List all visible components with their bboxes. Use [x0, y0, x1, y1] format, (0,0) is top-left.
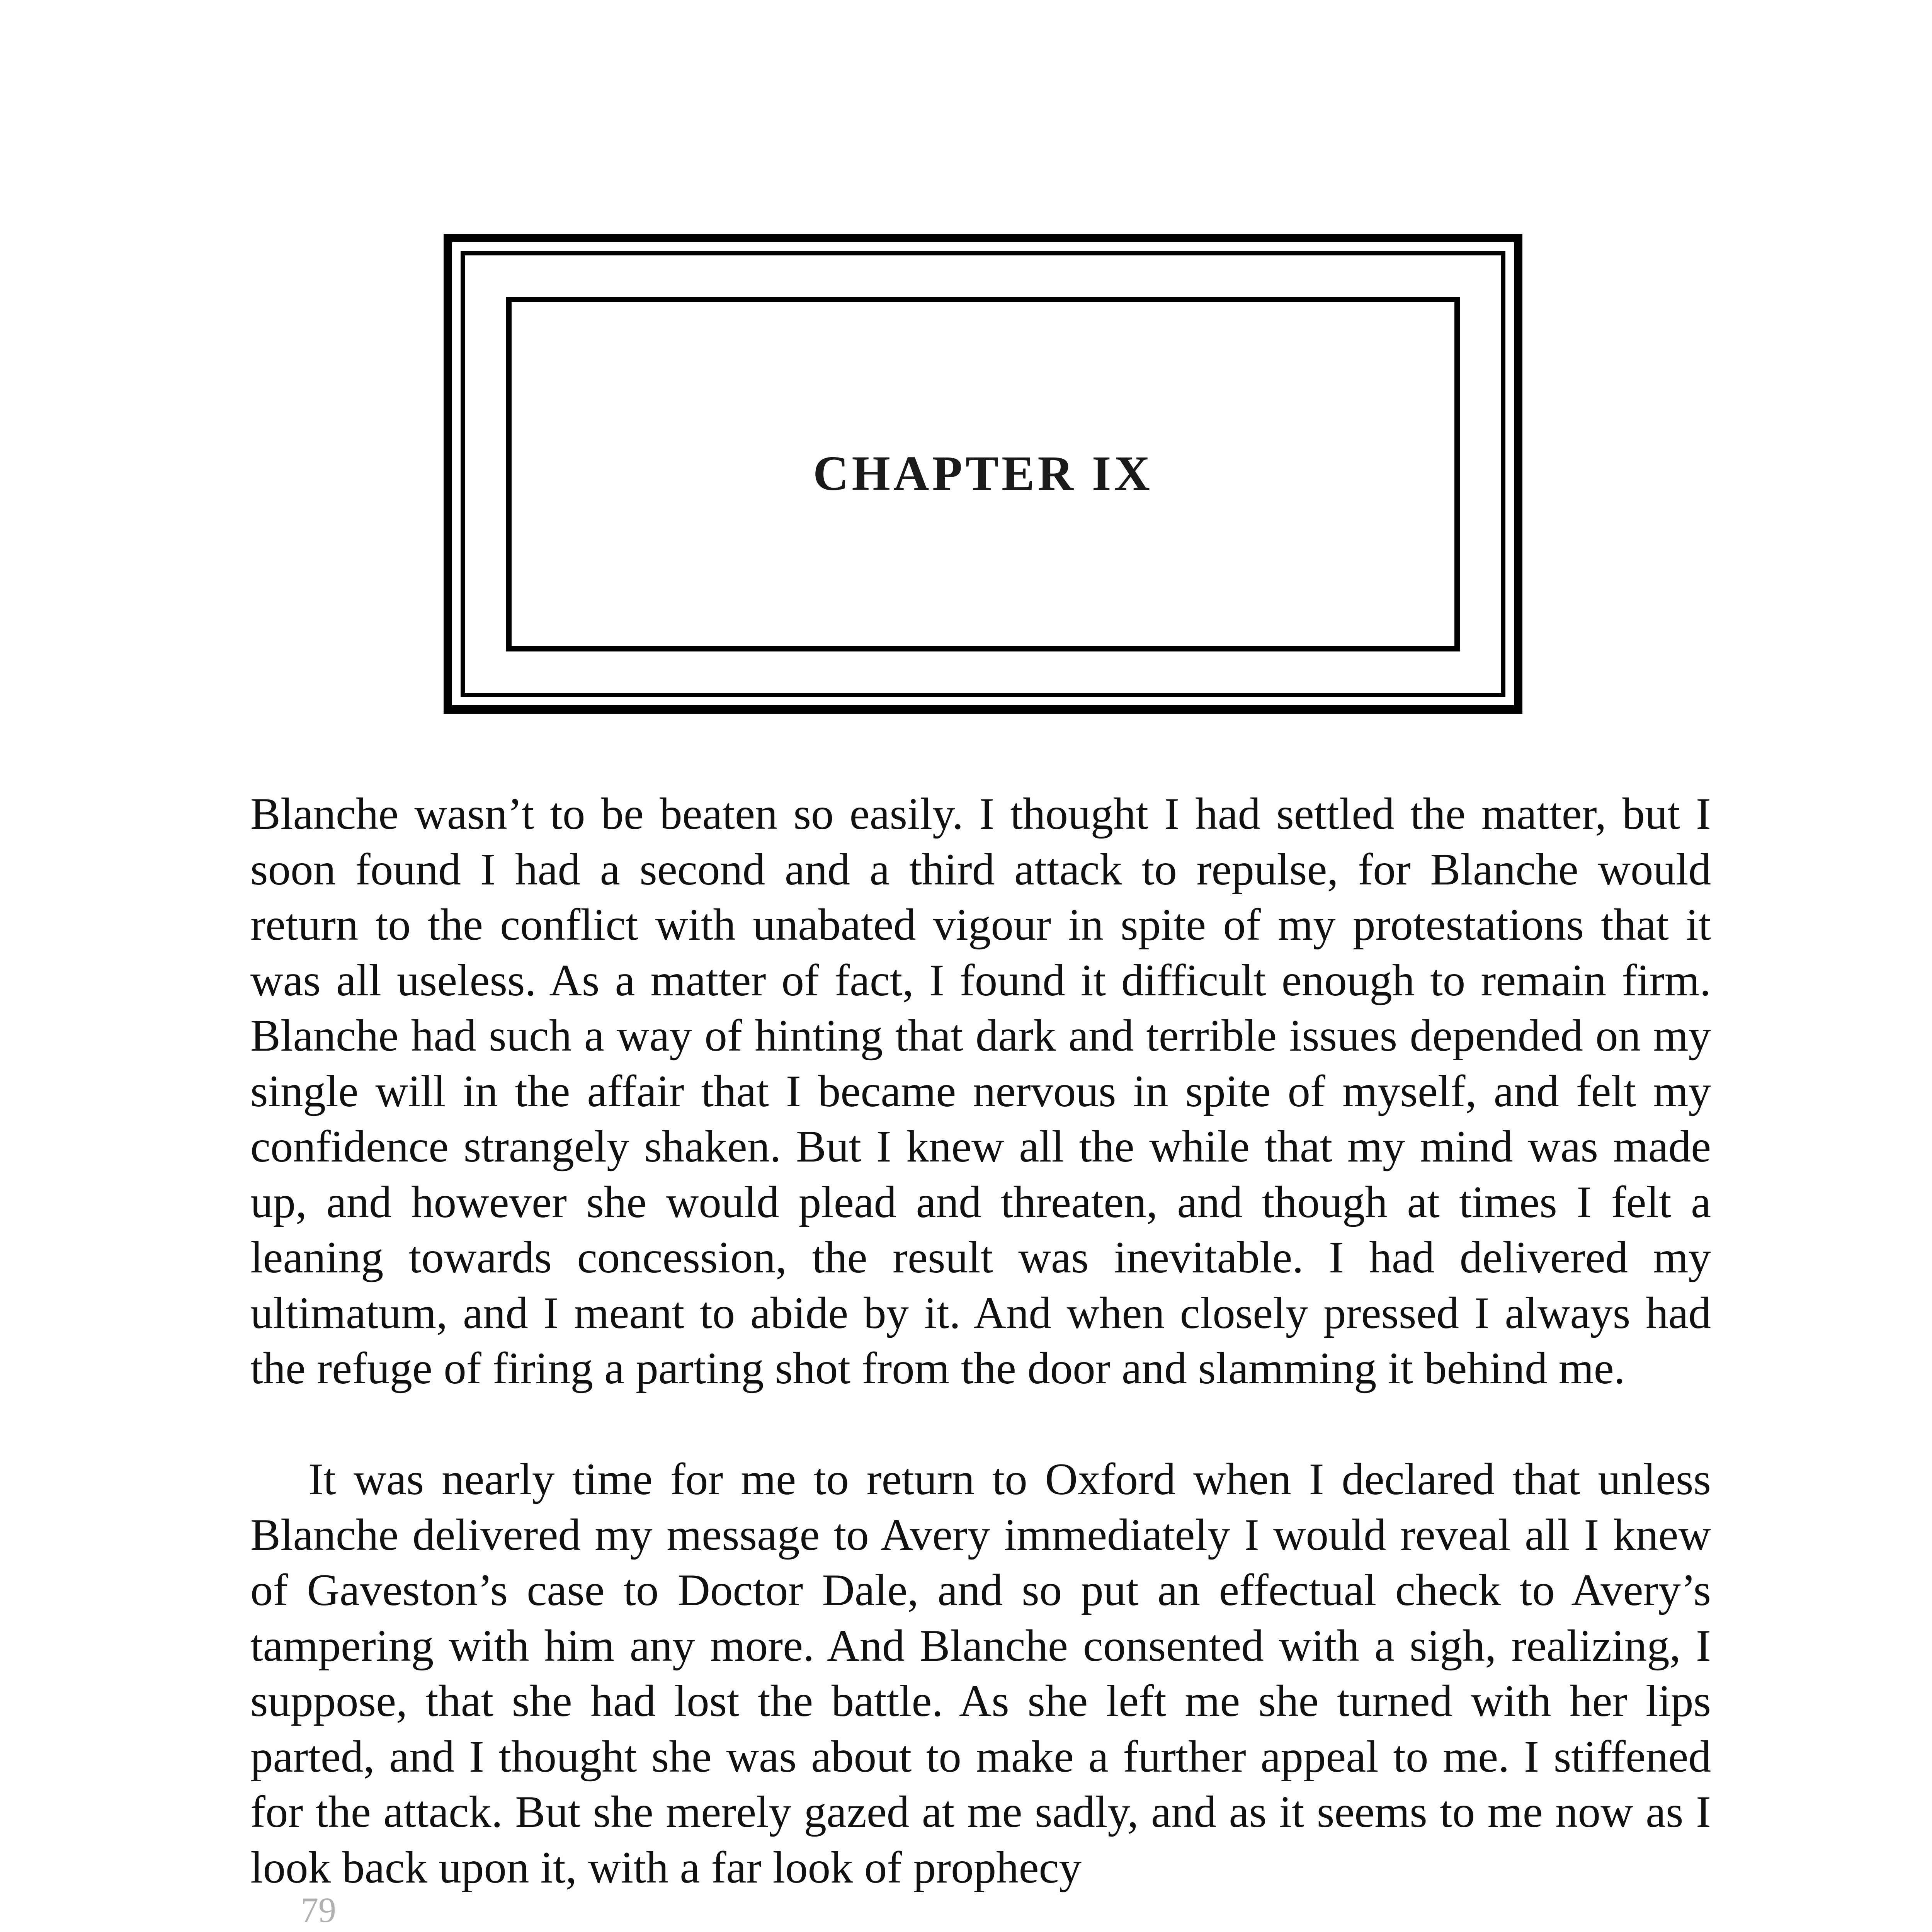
paragraph-text: It was nearly time for me to return to Oxford when I declared that unless Blanche delivered my message to Avery immediately I would reveal all I knew of Gaveston’s case to Doctor Dale, and so put an effectual check to Avery’s tampering with him any more. And Blanche consented with a sigh, realizing, I suppose, that she had lost the battle. As she left me she turned with her lips parted, and I thought she was about to make a further appeal to me. I stiffened for the attack. But she merely gazed at me sadly, and as it seems to me now as I look back upon it, with a far look of prophecy [250, 1454, 1711, 1893]
paragraph-2 [250, 1452, 1711, 1895]
paragraph-1 [250, 786, 1711, 1396]
paragraph-text: Blanche wasn’t to be beaten so easily. I thought I had settled the matter, but I soon found I had a second and a third attack to repulse, for Blanche would return to the conflict with unabated vigour in spite of my protestations that it was all useless. As a matter of fact, I found it difficult enough to remain firm. Blanche had such a way of hinting that dark and terrible issues depended on my single will in the affair that I became nervous in spite of myself, and felt my confidence strangely shaken. But I knew all the while that my mind was made up, and however she would plead and threaten, and though at times I felt a leaning towards concession, the result was inevitable. I had delivered my ultimatum, and I meant to abide by it. And when closely pressed I always had the refuge of firing a parting shot from the door and slamming it behind me. [250, 789, 1711, 1393]
chapter-heading: CHAPTER IX [813, 446, 1153, 501]
page-number: 79 [301, 1890, 336, 1930]
